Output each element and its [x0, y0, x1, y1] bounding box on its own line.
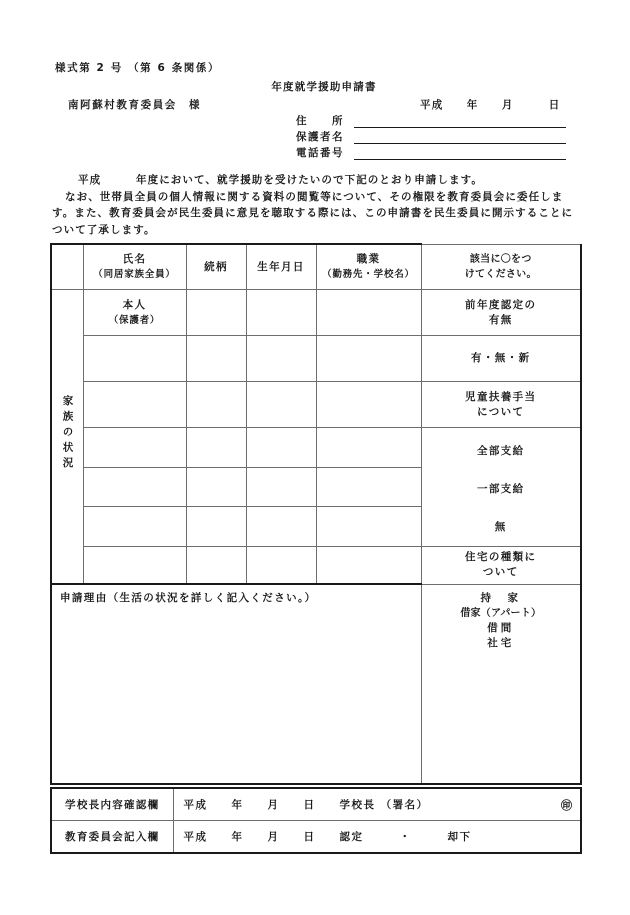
reason-label: 申請理由（生活の状況を詳しく記入ください。）: [60, 592, 317, 604]
cell-occupation-3[interactable]: [316, 382, 421, 428]
cell-name-6[interactable]: [83, 507, 186, 547]
seal-icon: ㊞: [561, 798, 572, 812]
column-header-occupation-main: 職業: [356, 253, 381, 265]
reason-row: [51, 584, 581, 784]
guardian-name-input[interactable]: [354, 130, 566, 144]
phone-input[interactable]: [354, 146, 566, 160]
right-cell-child-allowance-line1: 児童扶養手当: [465, 390, 537, 403]
approval-table: [50, 787, 582, 854]
housing-option-room[interactable]: 借間: [487, 621, 515, 634]
intro-line-2: なお、世帯員全員の個人情報に関する資料の閲覧等について、その権限を教育委員会に委任します。また、教育委員会が民生委員に意見を聴取する際には、この申請書を民生委員に開示することについて了承します。: [52, 190, 574, 236]
right-cell-prev-year-line2: 有無: [488, 313, 513, 326]
right-cell-child-allowance-line2: について: [477, 405, 525, 418]
date-line: 平成 年 月 日: [420, 99, 561, 111]
addressee: 南阿蘇村教育委員会 様: [68, 99, 202, 111]
cell-name-5[interactable]: [83, 467, 186, 507]
cell-birthdate-1[interactable]: [246, 290, 316, 336]
cell-occupation-5[interactable]: [316, 467, 421, 507]
table-row: [51, 428, 581, 468]
cell-occupation-2[interactable]: [316, 336, 421, 382]
cell-relation-5[interactable]: [186, 467, 246, 507]
side-label-family-status: [51, 290, 83, 585]
column-header-occupation: [316, 244, 421, 290]
housing-option-company[interactable]: 社宅: [487, 636, 515, 649]
principal-confirmation-text: 平成 年 月 日 学校長 （署名）: [183, 798, 429, 811]
cell-name-4[interactable]: [83, 428, 186, 468]
family-status-table: [50, 243, 582, 785]
table-row: [51, 547, 581, 585]
cell-occupation-1[interactable]: [316, 290, 421, 336]
phone-field-row: [296, 144, 566, 160]
table-header-row: [51, 244, 581, 290]
column-header-circle-note: [421, 244, 581, 290]
cell-birthdate-7[interactable]: [246, 547, 316, 585]
cell-birthdate-5[interactable]: [246, 467, 316, 507]
board-entry-label: 教育委員会記入欄: [51, 821, 173, 854]
column-header-birthdate: 生年月日: [246, 244, 316, 290]
right-cell-prev-year-line1: 前年度認定の: [465, 298, 537, 311]
right-cell-yes-no-new[interactable]: 有・無・新: [421, 336, 581, 382]
form-number: 様式第 2 号 （第 6 条関係）: [55, 62, 221, 74]
cell-relation-2[interactable]: [186, 336, 246, 382]
right-cell-housing-type: [421, 547, 581, 585]
column-header-name-sub: （同居家族全員）: [93, 269, 176, 280]
cell-relation-1[interactable]: [186, 290, 246, 336]
table-row: [51, 336, 581, 382]
cell-occupation-7[interactable]: [316, 547, 421, 585]
right-cell-allowance-options: [421, 428, 581, 547]
right-cell-housing-type-line1: 住宅の種類に: [465, 551, 537, 564]
guardian-name-field-row: [296, 128, 566, 144]
column-header-occupation-sub: （勤務先・学校名）: [322, 269, 415, 280]
address-field-row: [296, 112, 566, 128]
cell-relation-6[interactable]: [186, 507, 246, 547]
cell-name-2[interactable]: [83, 336, 186, 382]
address-field-label: 住 所: [296, 115, 344, 127]
document-title: 年度就学援助申請書: [271, 81, 377, 93]
cell-birthdate-6[interactable]: [246, 507, 316, 547]
allowance-option-none[interactable]: 無: [494, 521, 507, 533]
housing-options-cell: [421, 584, 581, 784]
right-cell-housing-type-line2: ついて: [482, 566, 519, 579]
board-entry-row: [51, 821, 581, 854]
housing-option-owned[interactable]: 持 家: [480, 591, 521, 604]
intro-paragraph: [52, 172, 580, 238]
principal-confirmation-content[interactable]: [173, 788, 581, 821]
right-cell-prev-year: [421, 290, 581, 336]
phone-field-label: 電話番号: [296, 147, 344, 159]
cell-birthdate-2[interactable]: [246, 336, 316, 382]
cell-name-1-main: 本人: [122, 298, 147, 311]
column-header-name-main: 氏名: [122, 253, 147, 265]
cell-relation-3[interactable]: [186, 382, 246, 428]
column-header-circle-note-line1: 該当に〇をつ: [469, 253, 532, 265]
cell-occupation-6[interactable]: [316, 507, 421, 547]
reason-textarea[interactable]: [51, 584, 421, 784]
cell-name-3[interactable]: [83, 382, 186, 428]
cell-relation-4[interactable]: [186, 428, 246, 468]
right-cell-child-allowance: [421, 382, 581, 428]
column-header-name: [83, 244, 186, 290]
side-label-text: 家族の状況: [61, 395, 74, 473]
cell-birthdate-4[interactable]: [246, 428, 316, 468]
cell-birthdate-3[interactable]: [246, 382, 316, 428]
allowance-option-full[interactable]: 全部支給: [476, 445, 525, 457]
allowance-option-partial[interactable]: 一部支給: [476, 483, 525, 495]
board-entry-content[interactable]: 平成 年 月 日 認定 ・ 却下: [173, 821, 581, 854]
applicant-fields: [296, 112, 566, 160]
column-header-relation: 続柄: [186, 244, 246, 290]
side-label-spacer: [51, 244, 83, 290]
cell-name-7[interactable]: [83, 547, 186, 585]
cell-name-1[interactable]: [83, 290, 186, 336]
intro-line-1: 平成 年度において、就学援助を受けたいので下記のとおり申請します。: [78, 174, 483, 186]
column-header-circle-note-line2: けてください。: [464, 268, 537, 280]
principal-confirmation-row: [51, 788, 581, 821]
table-row: [51, 382, 581, 428]
address-input[interactable]: [354, 114, 566, 128]
housing-option-rental[interactable]: 借家（アパート）: [460, 607, 542, 619]
principal-confirmation-label: 学校長内容確認欄: [51, 788, 173, 821]
guardian-name-field-label: 保護者名: [296, 131, 344, 143]
allowance-options-list: [422, 428, 581, 546]
cell-relation-7[interactable]: [186, 547, 246, 585]
cell-occupation-4[interactable]: [316, 428, 421, 468]
cell-name-1-sub: （保護者）: [108, 314, 161, 326]
table-row: [51, 290, 581, 336]
